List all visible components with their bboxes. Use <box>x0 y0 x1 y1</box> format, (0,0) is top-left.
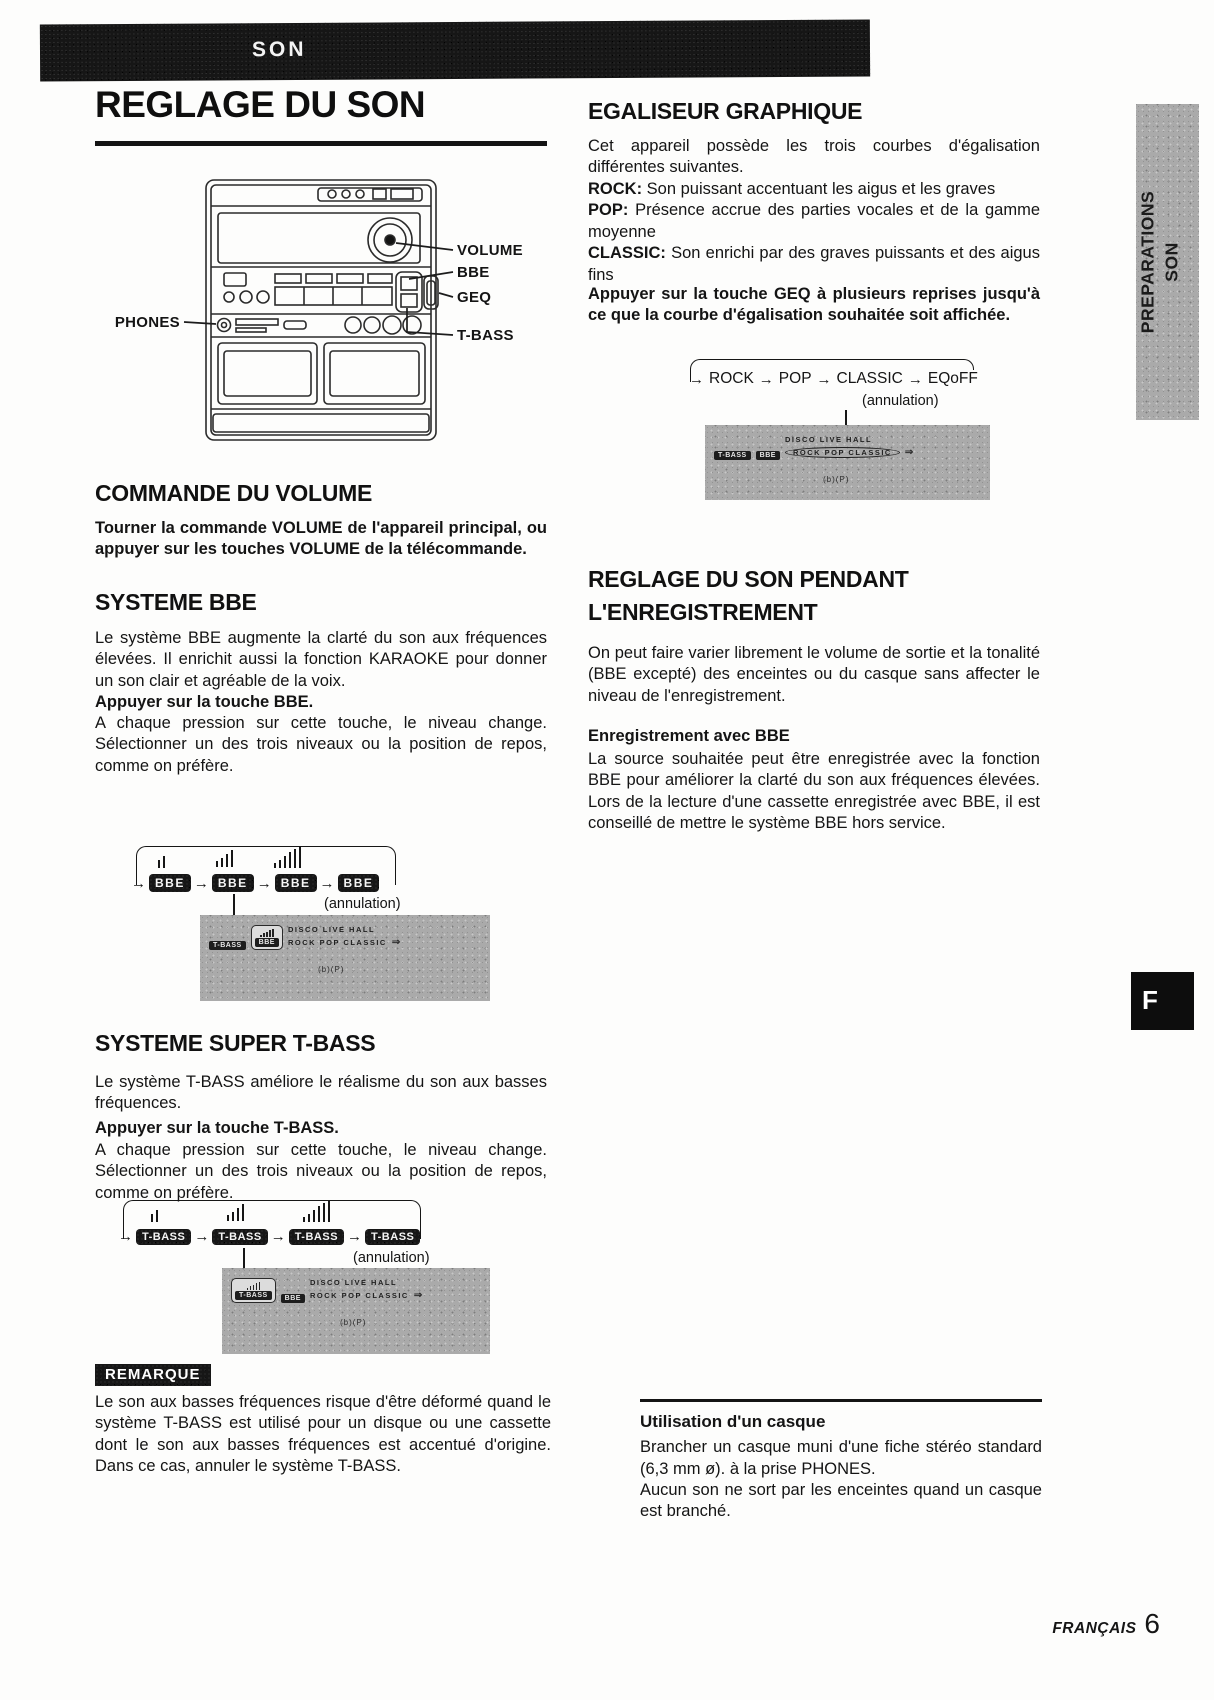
bbe-step-badge: BBE <box>212 874 254 892</box>
bbe-section-body2: A chaque pression sur cette touche, le niveau change. Sélectionner un des trois niveaux ou la position de repos, comme on préfère. <box>95 714 547 775</box>
tbass-section-body1: Le système T-BASS améliore le réalisme du son aux basses fréquences. <box>95 1073 547 1113</box>
bbe-section-body1: Le système BBE augmente la clarté du son aux fréquences élevées. Il enrichit aussi la fonction KARAOKE pour donner un son clair et agréable de la voix. <box>95 629 547 690</box>
cycle-row <box>686 370 980 388</box>
arrow-icon: → <box>907 370 923 388</box>
geq-step-pop: POP <box>778 370 812 387</box>
headphones-body2: Aucun son ne sort par les enceintes quand un casque est branché. <box>640 1480 1042 1521</box>
arrow-icon: → <box>193 874 209 892</box>
lcd-level-bars-icon <box>260 928 274 937</box>
lcd-level-bars-icon <box>247 1281 261 1290</box>
arrow-icon: → <box>256 874 272 892</box>
tbass-cycle-diagram <box>115 1200 430 1266</box>
bbe-step-badge: BBE <box>149 874 191 892</box>
geq-step-classic: CLASSIC <box>836 370 903 387</box>
geq-instruction: Appuyer sur la touche GEQ à plusieurs reprises jusqu'à ce que la courbe d'égalisation souhaitée soit affichée. <box>588 285 1040 325</box>
geq-classic-line: CLASSIC: Son enrichi par des graves puissants et des aigus fins <box>588 244 1040 284</box>
tbass-label: T-BASS <box>457 327 514 344</box>
tbass-section-heading: SYSTEME SUPER T-BASS <box>95 1030 376 1056</box>
arrow-icon: → <box>118 1228 133 1245</box>
geq-step-rock: ROCK <box>709 370 754 387</box>
page-footer <box>960 1608 1160 1640</box>
recording-subhead: Enregistrement avec BBE <box>588 727 790 745</box>
arrow-icon: → <box>816 370 832 388</box>
geq-display-photo <box>705 425 990 500</box>
annulation-label: (annulation) <box>324 896 401 912</box>
stereo-system-diagram <box>85 166 565 454</box>
chapter-bar-label: SON <box>251 37 307 62</box>
language-badge: F <box>1131 972 1194 1030</box>
bbe-section-subhead: Appuyer sur la touche BBE. <box>95 693 314 711</box>
arrow-icon: → <box>758 370 774 388</box>
lcd-footnote: (b)(P) <box>823 475 850 484</box>
tbass-section-body2: A chaque pression sur cette touche, le niveau change. Sélectionner un des trois niveaux ou la position de repos, comme on préfère. <box>95 1141 547 1202</box>
bbe-label: BBE <box>457 264 490 281</box>
callout-line <box>233 894 235 917</box>
remark-body: Le son aux basses fréquences risque d'être déformé quand le système T-BASS est utilisé pour un disque ou une cassette dont le son aux basses fréquences est accentué d'origine. Dans ce cas, annuler le système T-BASS. <box>95 1393 551 1476</box>
callout-line <box>845 410 847 426</box>
lcd-tbass-indicator: T-BASS <box>714 451 751 460</box>
remark-badge: REMARQUE <box>95 1364 211 1386</box>
bbe-step-badge: BBE <box>275 874 317 892</box>
geq-step-eqoff: EQoFF <box>927 370 978 387</box>
tbass-section-subhead: Appuyer sur la touche T-BASS. <box>95 1119 339 1137</box>
level-bars-icon <box>303 1200 330 1222</box>
geq-label: GEQ <box>457 289 492 306</box>
cycle-row <box>128 874 379 892</box>
headphones-subhead: Utilisation d'un casque <box>640 1412 826 1431</box>
lcd-bbe-indicator: BBE <box>281 1294 305 1303</box>
geq-curve-list <box>588 179 1040 286</box>
lcd-bbe-indicator: BBE <box>756 451 780 460</box>
tbass-step-badge: T-BASS <box>212 1229 267 1245</box>
geq-pop-line: POP: Présence accrue des parties vocales et de la gamme moyenne <box>588 201 1041 241</box>
level-bars-icon <box>151 1210 158 1222</box>
bbe-section-heading: SYSTEME BBE <box>95 589 257 615</box>
lcd-arrow-icon: ⇒ <box>413 1289 423 1301</box>
lcd-mode-text: DISCO LIVE HALL ROCK POP CLASSIC <box>287 925 387 947</box>
arrow-icon: → <box>689 370 704 388</box>
tbass-step-badge: T-BASS <box>365 1229 420 1245</box>
section-divider <box>640 1399 1042 1402</box>
lcd-tbass-indicator: T-BASS <box>209 941 246 950</box>
lcd-mode-text: DISCO LIVE HALL ROCK POP CLASSIC <box>309 1278 409 1300</box>
arrow-icon: → <box>319 874 335 892</box>
lcd-bbe-indicator-active: BBE <box>251 925 283 950</box>
recording-body2: La source souhaitée peut être enregistrée avec la fonction BBE pour améliorer la clarté du son aux fréquences élevées. Lors de la lecture d'une cassette enregistrée avec BBE, il est conseillé de mettre le système BBE hors service. <box>588 750 1040 833</box>
page-title: REGLAGE DU SON <box>95 84 426 125</box>
arrow-icon: → <box>131 874 146 892</box>
level-bars-icon <box>227 1204 244 1221</box>
tbass-step-badge: T-BASS <box>136 1229 191 1245</box>
tbass-display-photo <box>222 1268 490 1354</box>
volume-section-body: Tourner la commande VOLUME de l'appareil principal, ou appuyer sur les touches VOLUME de la télécommande. <box>95 519 547 559</box>
title-underline <box>95 141 547 146</box>
arrow-icon: → <box>270 1228 286 1245</box>
callout-line <box>243 1248 245 1270</box>
lcd-arrow-icon: ⇒ <box>904 446 914 458</box>
geq-rock-line: ROCK: Son puissant accentuant les aigus et les graves <box>588 180 996 198</box>
arrow-icon: → <box>194 1228 210 1245</box>
annulation-label: (annulation) <box>862 393 939 409</box>
side-tab <box>1136 104 1199 420</box>
lcd-arrow-icon: ⇒ <box>391 936 401 948</box>
volume-section-heading: COMMANDE DU VOLUME <box>95 480 372 506</box>
lcd-mode-text: DISCO LIVE HALL ROCK POP CLASSIC <box>785 434 900 460</box>
lcd-footnote: (b)(P) <box>340 1318 367 1327</box>
level-bars-icon <box>158 856 165 868</box>
headphones-body1: Brancher un casque muni d'une fiche stéréo standard (6,3 mm ø). à la prise PHONES. <box>640 1438 1042 1478</box>
bbe-display-photo <box>200 915 490 1001</box>
level-bars-icon <box>274 846 301 868</box>
footer-page-number: 6 <box>1144 1608 1160 1639</box>
lcd-tbass-indicator-active: T-BASS <box>231 1278 276 1303</box>
cycle-row <box>115 1228 420 1245</box>
recording-section-heading: REGLAGE DU SON PENDANT L'ENREGISTREMENT <box>588 566 909 626</box>
chapter-bar <box>40 19 870 81</box>
bbe-step-badge: BBE <box>338 874 380 892</box>
volume-label: VOLUME <box>457 242 523 259</box>
bbe-cycle-diagram <box>128 846 400 910</box>
lcd-footnote: (b)(P) <box>318 965 345 974</box>
geq-section-heading: EGALISEUR GRAPHIQUE <box>588 98 863 124</box>
side-tab-label: PREPARATIONS SON <box>1137 190 1181 334</box>
footer-language: FRANÇAIS <box>1052 1620 1137 1637</box>
level-bars-icon <box>216 850 233 867</box>
annulation-label: (annulation) <box>353 1250 430 1266</box>
headphones-block <box>640 1399 1042 1523</box>
tbass-step-badge: T-BASS <box>289 1229 344 1245</box>
geq-cycle-diagram <box>686 356 976 414</box>
phones-label: PHONES <box>114 314 180 331</box>
recording-body1: On peut faire varier librement le volume de sortie et la tonalité (BBE excepté) des enceintes ou du casque sans affecter le niveau de l'enregistrement. <box>588 644 1040 705</box>
geq-intro: Cet appareil possède les trois courbes d'égalisation différentes suivantes. <box>588 137 1040 177</box>
arrow-icon: → <box>347 1228 363 1245</box>
